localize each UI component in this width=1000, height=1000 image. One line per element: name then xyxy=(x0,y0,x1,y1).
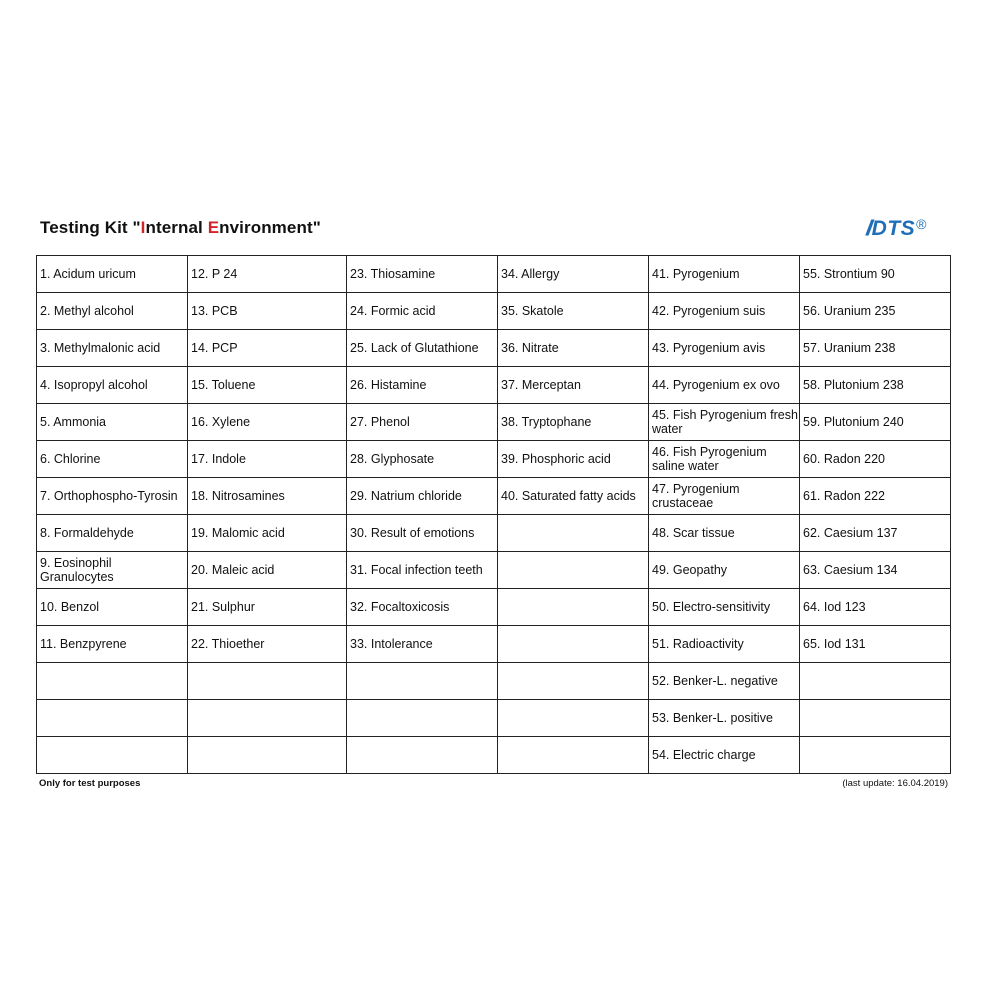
table-cell xyxy=(347,700,498,737)
table-cell: 21. Sulphur xyxy=(188,589,347,626)
table-cell xyxy=(498,663,649,700)
table-cell: 61. Radon 222 xyxy=(800,478,951,515)
table-cell: 24. Formic acid xyxy=(347,293,498,330)
table-cell: 15. Toluene xyxy=(188,367,347,404)
table-cell: 39. Phosphoric acid xyxy=(498,441,649,478)
table-row xyxy=(37,478,951,515)
table-cell: 42. Pyrogenium suis xyxy=(649,293,800,330)
table-cell: 62. Caesium 137 xyxy=(800,515,951,552)
table-cell: 44. Pyrogenium ex ovo xyxy=(649,367,800,404)
table-row xyxy=(37,626,951,663)
table-cell: 18. Nitrosamines xyxy=(188,478,347,515)
table-row xyxy=(37,404,951,441)
table-cell: 54. Electric charge xyxy=(649,737,800,774)
table-cell: 41. Pyrogenium xyxy=(649,256,800,293)
table-cell: 8. Formaldehyde xyxy=(37,515,188,552)
table-cell: 34. Allergy xyxy=(498,256,649,293)
table-cell: 47. Pyrogenium crustaceae xyxy=(649,478,800,515)
table-cell: 30. Result of emotions xyxy=(347,515,498,552)
table-cell xyxy=(347,663,498,700)
footer-update-date: (last update: 16.04.2019) xyxy=(842,778,948,789)
table-cell xyxy=(37,663,188,700)
table-cell xyxy=(347,737,498,774)
table-row xyxy=(37,256,951,293)
table-cell: 7. Orthophospho-Tyrosin xyxy=(37,478,188,515)
table-row xyxy=(37,663,951,700)
table-cell: 55. Strontium 90 xyxy=(800,256,951,293)
table-cell: 27. Phenol xyxy=(347,404,498,441)
title-accent-i: I xyxy=(140,218,146,237)
table-cell: 56. Uranium 235 xyxy=(800,293,951,330)
table-row xyxy=(37,737,951,774)
table-cell xyxy=(800,663,951,700)
table-cell: 28. Glyphosate xyxy=(347,441,498,478)
logo-text: DTS xyxy=(871,217,916,240)
table-cell: 19. Malomic acid xyxy=(188,515,347,552)
table-cell: 6. Chlorine xyxy=(37,441,188,478)
table-cell: 17. Indole xyxy=(188,441,347,478)
table-cell: 10. Benzol xyxy=(37,589,188,626)
table-row xyxy=(37,700,951,737)
table-row xyxy=(37,367,951,404)
table-cell: 12. P 24 xyxy=(188,256,347,293)
table-cell xyxy=(498,552,649,589)
table-cell: 48. Scar tissue xyxy=(649,515,800,552)
table-cell: 60. Radon 220 xyxy=(800,441,951,478)
table-cell xyxy=(498,515,649,552)
table-cell: 4. Isopropyl alcohol xyxy=(37,367,188,404)
table-cell: 38. Tryptophane xyxy=(498,404,649,441)
table-cell xyxy=(188,737,347,774)
table-cell: 23. Thiosamine xyxy=(347,256,498,293)
table-row xyxy=(37,589,951,626)
table-cell: 50. Electro-sensitivity xyxy=(649,589,800,626)
table-cell xyxy=(800,737,951,774)
table-cell: 45. Fish Pyrogenium fresh water xyxy=(649,404,800,441)
table-cell: 5. Ammonia xyxy=(37,404,188,441)
table-cell: 14. PCP xyxy=(188,330,347,367)
table-cell: 64. Iod 123 xyxy=(800,589,951,626)
table-cell xyxy=(37,700,188,737)
table-cell xyxy=(498,589,649,626)
registered-mark: ® xyxy=(916,216,927,232)
table-cell: 63. Caesium 134 xyxy=(800,552,951,589)
table-cell: 25. Lack of Glutathione xyxy=(347,330,498,367)
table-cell: 22. Thioether xyxy=(188,626,347,663)
table-cell: 3. Methylmalonic acid xyxy=(37,330,188,367)
table-cell: 36. Nitrate xyxy=(498,330,649,367)
table-cell: 11. Benzpyrene xyxy=(37,626,188,663)
table-cell: 49. Geopathy xyxy=(649,552,800,589)
table-cell: 26. Histamine xyxy=(347,367,498,404)
title-part2: nternal xyxy=(145,218,208,237)
table-cell xyxy=(498,700,649,737)
table-row xyxy=(37,515,951,552)
table-cell: 57. Uranium 238 xyxy=(800,330,951,367)
table-cell xyxy=(800,700,951,737)
table-cell: 31. Focal infection teeth xyxy=(347,552,498,589)
table-cell xyxy=(37,737,188,774)
table-cell: 9. Eosinophil Granulocytes xyxy=(37,552,188,589)
table-row xyxy=(37,552,951,589)
table-cell: 53. Benker-L. positive xyxy=(649,700,800,737)
title-part3: nvironment" xyxy=(219,218,321,237)
table-cell: 65. Iod 131 xyxy=(800,626,951,663)
table-cell: 40. Saturated fatty acids xyxy=(498,478,649,515)
table-cell: 29. Natrium chloride xyxy=(347,478,498,515)
table-cell: 37. Merceptan xyxy=(498,367,649,404)
footer-note: Only for test purposes xyxy=(39,778,141,789)
table-cell: 46. Fish Pyrogenium saline water xyxy=(649,441,800,478)
substance-table xyxy=(36,255,951,774)
table-cell: 35. Skatole xyxy=(498,293,649,330)
table-row xyxy=(37,293,951,330)
table-row xyxy=(37,441,951,478)
table-cell: 33. Intolerance xyxy=(347,626,498,663)
table-cell xyxy=(498,626,649,663)
table-cell: 2. Methyl alcohol xyxy=(37,293,188,330)
table-cell: 32. Focaltoxicosis xyxy=(347,589,498,626)
table-row xyxy=(37,330,951,367)
table-cell: 51. Radioactivity xyxy=(649,626,800,663)
table-cell: 52. Benker-L. negative xyxy=(649,663,800,700)
dts-logo xyxy=(866,216,927,242)
table-cell: 20. Maleic acid xyxy=(188,552,347,589)
table-cell xyxy=(188,663,347,700)
table-cell: 43. Pyrogenium avis xyxy=(649,330,800,367)
table-cell: 58. Plutonium 238 xyxy=(800,367,951,404)
table-cell: 16. Xylene xyxy=(188,404,347,441)
table-cell xyxy=(188,700,347,737)
title-accent-e: E xyxy=(207,218,220,237)
table-cell: 1. Acidum uricum xyxy=(37,256,188,293)
page-title xyxy=(40,218,321,238)
logo-slashes-icon: // xyxy=(866,217,868,240)
table-cell xyxy=(498,737,649,774)
table-cell: 59. Plutonium 240 xyxy=(800,404,951,441)
table-cell: 13. PCB xyxy=(188,293,347,330)
title-part1: Testing Kit " xyxy=(40,218,141,237)
